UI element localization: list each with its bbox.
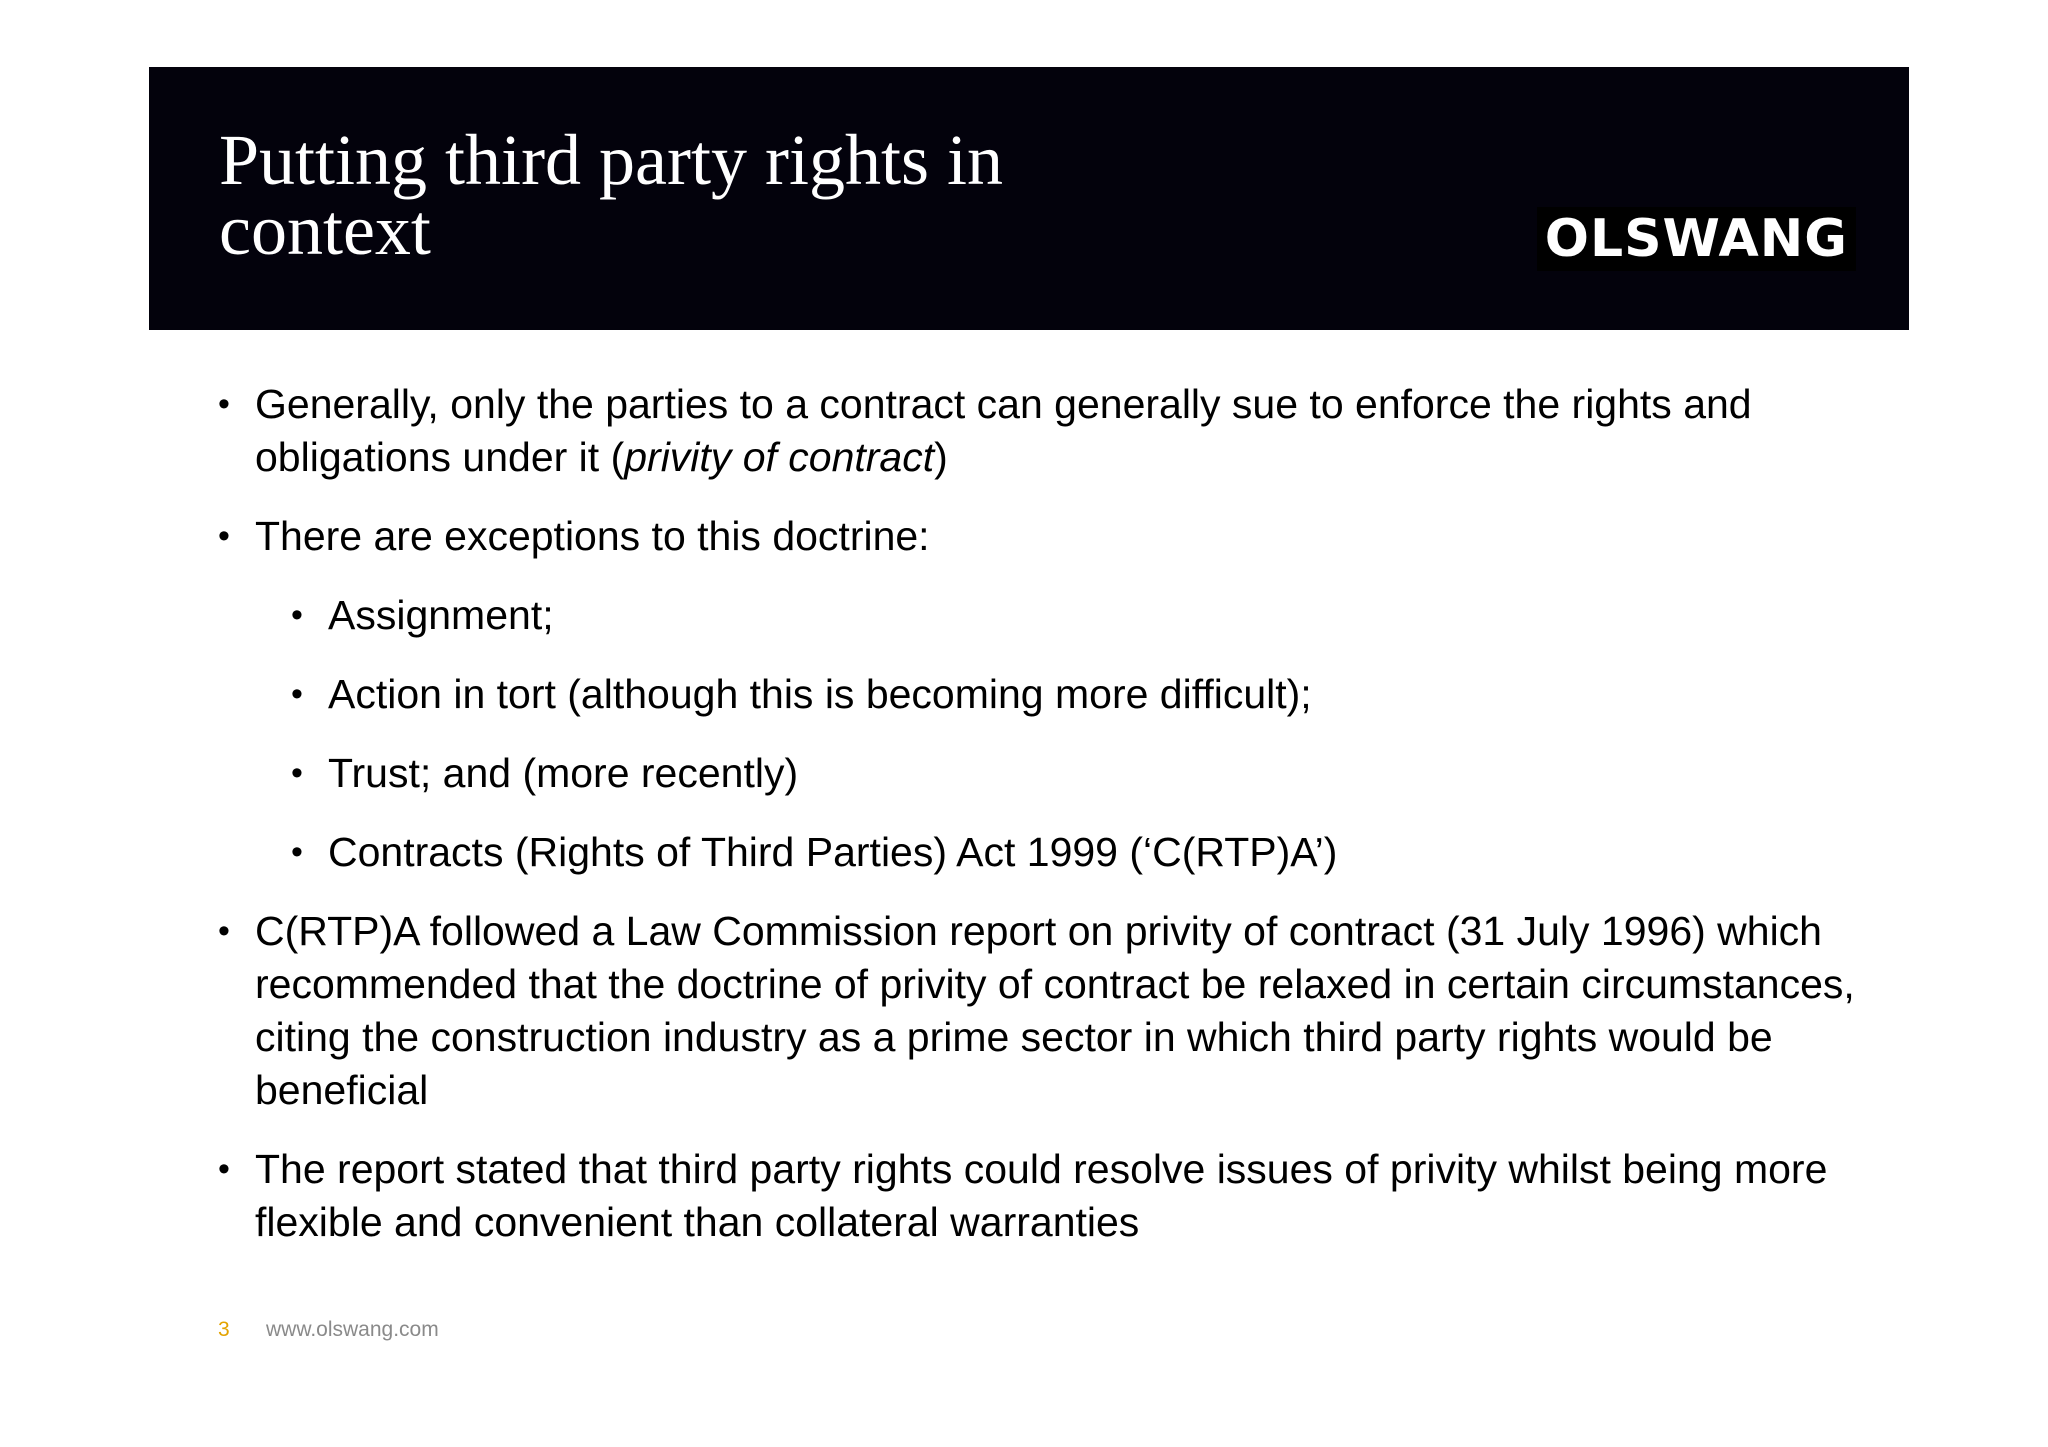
olswang-logo: OLSWANG [1537,207,1856,271]
sub-bullet-tort: • Action in tort (although this is becoming more difficult); [291,668,1858,721]
title-line-2: context [219,190,431,270]
sub-bullet-trust: • Trust; and (more recently) [291,747,1858,800]
header-band [149,67,1909,330]
bullet-law-commission: • C(RTP)A followed a Law Commission report on privity of contract (31 July 1996) which recommended that the doctrine of privity of contract be relaxed in certain circumstances, citing the construction industry as a prime sector in which third party rights would be beneficial [218,905,1858,1117]
slide-content [218,378,1858,1275]
page-number: 3 [218,1318,230,1341]
bullet-privity-end: ) [934,434,948,480]
bullet-exceptions: • There are exceptions to this doctrine: [218,510,1858,563]
bullet-report: • The report stated that third party rights could resolve issues of privity whilst being more flexible and convenient than collateral warranties [218,1143,1858,1249]
title-line-1: Putting third party rights in [219,120,1003,200]
slide-title [219,120,1319,270]
bullet-privity [218,378,1858,484]
bullet-privity-text: Generally, only the parties to a contract can generally sue to enforce the rights and obligations under it ( [255,381,1752,480]
footer-url: www.olswang.com [266,1318,439,1341]
sub-bullet-crtpa: • Contracts (Rights of Third Parties) Act 1999 (‘C(RTP)A’) [291,826,1858,879]
bullet-privity-italic: privity of contract [624,434,935,480]
sub-bullet-assignment: • Assignment; [291,589,1858,642]
slide-footer [218,1318,439,1342]
